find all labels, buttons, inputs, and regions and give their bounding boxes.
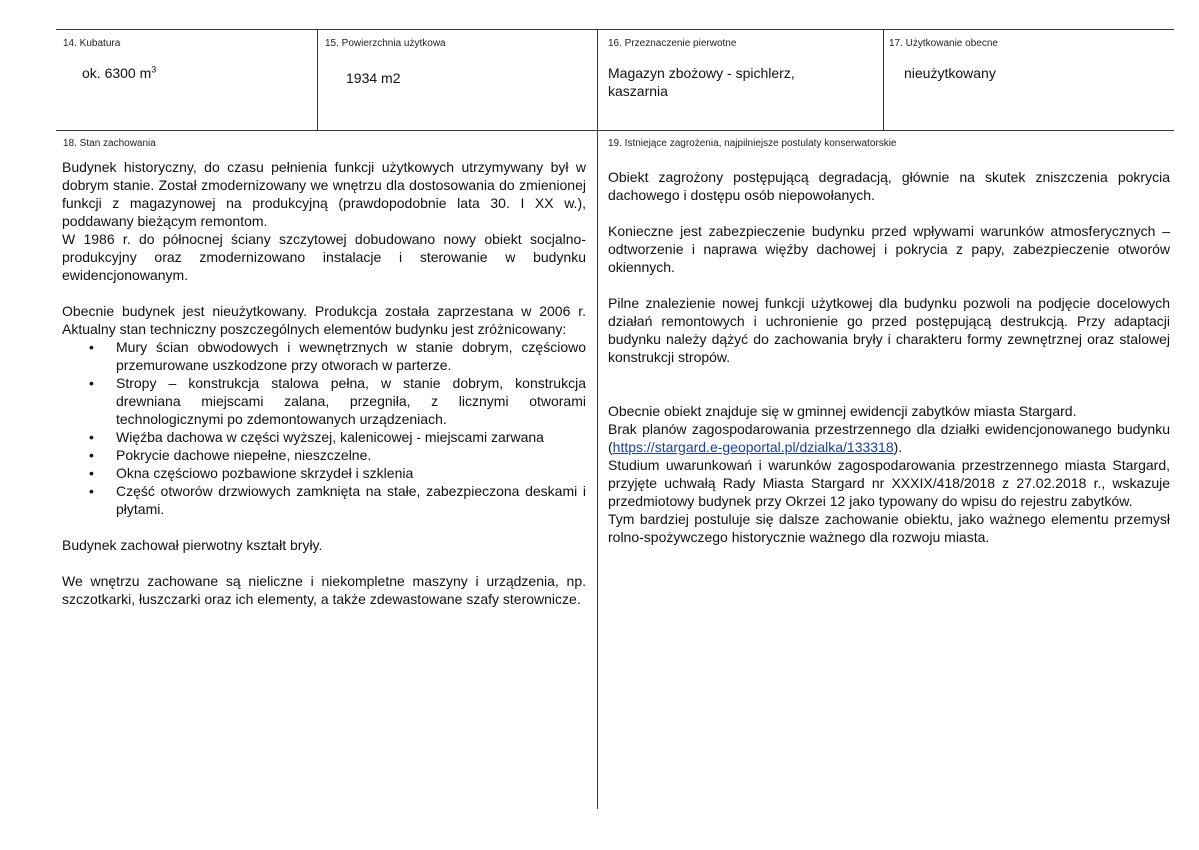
- powierzchnia-value: 1934 m2: [346, 70, 401, 86]
- para5-text-before: Brak planów zagospodarowania przestrzennego dla działki ewidencjonowanego budynku (: [608, 421, 1170, 455]
- list-item-text: Stropy – konstrukcja stalowa pełna, w stanie dobrym, konstrukcja drewniana miejscami zalana, przegniła, z licznymi otworami technologicznymi po zdemontowanych urządzeniach.: [116, 375, 586, 427]
- zagrozenia-paragraph-6: Studium uwarunkowań i warunków zagospodarowania przestrzennego miasta Stargard, przyjęte uchwałą Rady Miasta Stargard nr XXXIX/418/2018 z 27.02.2018 r., wskazuje przedmiotowy budynek przy Okrzei 12 jako typowany do wpisu do rejestru zabytków.: [608, 457, 1170, 509]
- kubatura-label: 14. Kubatura: [63, 38, 121, 49]
- przeznaczenie-line-2: kaszarnia: [608, 83, 668, 99]
- stan-paragraph-4: Budynek zachował pierwotny kształt bryły.: [62, 537, 323, 553]
- przeznaczenie-label: 16. Przeznaczenie pierwotne: [608, 38, 737, 49]
- list-item-text: Pokrycie dachowe niepełne, nieszczelne.: [116, 447, 372, 463]
- table-top-border: [56, 29, 1174, 30]
- geoportal-link[interactable]: https://stargard.e-geoportal.pl/dzialka/133318: [612, 439, 894, 455]
- bullet-icon: •: [89, 429, 94, 445]
- bullet-icon: •: [89, 375, 94, 391]
- stan-bullet-list: [62, 338, 586, 518]
- stan-paragraph-1: Budynek historyczny, do czasu pełnienia funkcji użytkowych utrzymywany był w dobrym stanie. Został zmodernizowany we wnętrzu dla dostosowania do zmienionej funkcji z magazynowej na produkcyjną (prawdopodobnie lata 30. I XX w.), poddawany bieżącym remontom.: [62, 159, 586, 229]
- row-divider: [56, 130, 1174, 131]
- list-item: [62, 374, 586, 428]
- uzytkowanie-value: nieużytkowany: [904, 65, 996, 81]
- list-item: [62, 482, 586, 518]
- powierzchnia-label: 15. Powierzchnia użytkowa: [325, 38, 446, 49]
- bullet-icon: •: [89, 483, 94, 499]
- kubatura-unit-exponent: 3: [151, 64, 157, 75]
- uzytkowanie-label: 17. Użytkowanie obecne: [889, 38, 998, 49]
- kubatura-value: [82, 64, 156, 82]
- stan-paragraph-3: Obecnie budynek jest nieużytkowany. Produkcja została zaprzestana w 2006 r. Aktualny stan techniczny poszczególnych elementów budynku jest zróżnicowany:: [62, 303, 586, 337]
- przeznaczenie-value: [608, 64, 878, 100]
- list-item-text: Mury ścian obwodowych i wewnętrznych w stanie dobrym, częściowo przemurowane uszkodzone przy otworach w parterze.: [116, 339, 586, 373]
- kubatura-number: ok. 6300 m: [82, 65, 152, 81]
- bullet-icon: •: [89, 339, 94, 355]
- stan-zachowania-text: [62, 158, 586, 608]
- column-divider-center: [597, 29, 598, 809]
- list-item: [62, 428, 586, 446]
- para5-text-after: ).: [893, 439, 903, 455]
- column-divider-1: [317, 29, 318, 131]
- list-item: [62, 338, 586, 374]
- list-item-text: Okna częściowo pozbawione skrzydeł i szklenia: [116, 465, 414, 481]
- stan-paragraph-5: We wnętrzu zachowane są nieliczne i niekompletne maszyny i urządzenia, np. szczotkarki, łuszczarki oraz ich elementy, a także zdewastowane szafy sterownicze.: [62, 573, 586, 607]
- list-item: [62, 464, 586, 482]
- list-item-text: Więźba dachowa w części wyższej, kalenicowej - miejscami zarwana: [116, 429, 544, 445]
- zagrozenia-paragraph-4: Obecnie obiekt znajduje się w gminnej ewidencji zabytków miasta Stargard.: [608, 403, 1077, 419]
- stan-zachowania-label: 18. Stan zachowania: [63, 138, 156, 149]
- zagrozenia-paragraph-5: [608, 420, 1170, 456]
- bullet-icon: •: [89, 447, 94, 463]
- zagrozenia-paragraph-7: Tym bardziej postuluje się dalsze zachowanie obiektu, jako ważnego elementu przemysł rolno-spożywczego historycznie ważnego dla rozwoju miasta.: [608, 511, 1170, 545]
- zagrozenia-paragraph-2: Konieczne jest zabezpieczenie budynku przed wpływami warunków atmosferycznych – odtworzenie i naprawa więźby dachowej i pokrycia z papy, zabezpieczenie otworów okiennych.: [608, 223, 1170, 275]
- zagrozenia-paragraph-1: Obiekt zagrożony postępującą degradacją, głównie na skutek zniszczenia pokrycia dachowego i dostępu osób niepowołanych.: [608, 169, 1170, 203]
- zagrozenia-text: [608, 168, 1170, 546]
- list-item: [62, 446, 586, 464]
- zagrozenia-label: 19. Istniejące zagrożenia, najpilniejsze postulaty konserwatorskie: [608, 138, 897, 149]
- bullet-icon: •: [89, 465, 94, 481]
- zagrozenia-paragraph-3: Pilne znalezienie nowej funkcji użytkowej dla budynku pozwoli na podjęcie docelowych działań remontowych i uchronienie go przed postępującą destrukcją. Przy adaptacji budynku należy dążyć do zachowania bryły i charakteru formy zewnętrznej oraz stalowej konstrukcji stropów.: [608, 295, 1170, 365]
- przeznaczenie-line-1: Magazyn zbożowy - spichlerz,: [608, 65, 795, 81]
- stan-paragraph-2: W 1986 r. do północnej ściany szczytowej dobudowano nowy obiekt socjalno-produkcyjny oraz zmodernizowano instalacje i sterowanie w budynku ewidencjonowanym.: [62, 231, 586, 283]
- column-divider-3: [883, 29, 884, 131]
- list-item-text: Część otworów drzwiowych zamknięta na stałe, zabezpieczona deskami i płytami.: [116, 483, 586, 517]
